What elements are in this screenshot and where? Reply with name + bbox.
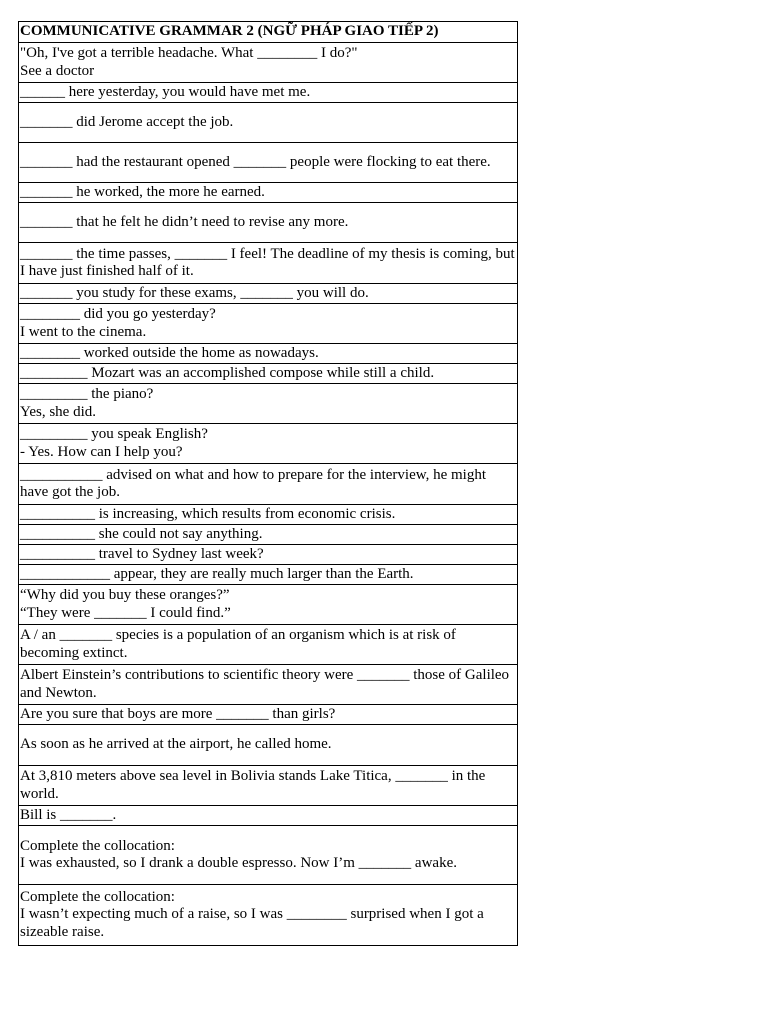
question-row <box>19 83 518 103</box>
question-row <box>19 143 518 183</box>
question-text: Are you sure that boys are more _______ than girls? <box>19 705 518 725</box>
question-row <box>19 545 518 565</box>
question-row <box>19 243 518 284</box>
question-row <box>19 885 518 946</box>
question-row <box>19 826 518 885</box>
question-row <box>19 183 518 203</box>
question-text: _______ the time passes, _______ I feel! The deadline of my thesis is coming, but I have just finished half of it. <box>19 243 518 284</box>
question-text: Complete the collocation: I was exhausted, so I drank a double espresso. Now I’m _______ awake. <box>19 826 518 885</box>
question-row <box>19 43 518 83</box>
question-text: At 3,810 meters above sea level in Bolivia stands Lake Titica, _______ in the world. <box>19 766 518 806</box>
sheet-title: COMMUNICATIVE GRAMMAR 2 (NGỮ PHÁP GIAO TIẾP 2) <box>19 22 518 43</box>
question-text: “Why did you buy these oranges?” “They were _______ I could find.” <box>19 585 518 625</box>
question-text: __________ she could not say anything. <box>19 525 518 545</box>
question-text: _________ the piano? Yes, she did. <box>19 384 518 424</box>
question-text: "Oh, I've got a terrible headache. What ________ I do?" See a doctor <box>19 43 518 83</box>
question-row <box>19 384 518 424</box>
question-row <box>19 585 518 625</box>
question-text: Albert Einstein’s contributions to scientific theory were _______ those of Galileo and Newton. <box>19 665 518 705</box>
question-row <box>19 665 518 705</box>
question-text: Complete the collocation: I wasn’t expecting much of a raise, so I was ________ surprised when I got a sizeable raise. <box>19 885 518 946</box>
question-text: ____________ appear, they are really much larger than the Earth. <box>19 565 518 585</box>
question-row <box>19 766 518 806</box>
title-row <box>19 22 518 43</box>
question-text: _______ had the restaurant opened _______ people were flocking to eat there. <box>19 143 518 183</box>
question-text: As soon as he arrived at the airport, he called home. <box>19 725 518 766</box>
question-text: _______ that he felt he didn’t need to revise any more. <box>19 203 518 243</box>
question-text: _______ did Jerome accept the job. <box>19 103 518 143</box>
question-row <box>19 284 518 304</box>
question-text: Bill is _______. <box>19 806 518 826</box>
question-row <box>19 464 518 505</box>
question-text: _______ you study for these exams, _______ you will do. <box>19 284 518 304</box>
question-text: _________ Mozart was an accomplished compose while still a child. <box>19 364 518 384</box>
question-row <box>19 344 518 364</box>
question-row <box>19 565 518 585</box>
question-row <box>19 525 518 545</box>
question-row <box>19 725 518 766</box>
question-text: ___________ advised on what and how to prepare for the interview, he might have got the job. <box>19 464 518 505</box>
question-row <box>19 424 518 464</box>
question-row <box>19 705 518 725</box>
question-row <box>19 806 518 826</box>
question-text: ________ did you go yesterday? I went to the cinema. <box>19 304 518 344</box>
question-text: __________ is increasing, which results from economic crisis. <box>19 505 518 525</box>
question-row <box>19 625 518 665</box>
question-row <box>19 364 518 384</box>
question-table <box>18 21 518 946</box>
question-text: A / an _______ species is a population of an organism which is at risk of becoming extinct. <box>19 625 518 665</box>
question-text: __________ travel to Sydney last week? <box>19 545 518 565</box>
question-row <box>19 304 518 344</box>
question-text: ________ worked outside the home as nowadays. <box>19 344 518 364</box>
question-row <box>19 203 518 243</box>
question-text: ______ here yesterday, you would have met me. <box>19 83 518 103</box>
question-text: _______ he worked, the more he earned. <box>19 183 518 203</box>
question-row <box>19 505 518 525</box>
question-row <box>19 103 518 143</box>
question-text: _________ you speak English? - Yes. How can I help you? <box>19 424 518 464</box>
